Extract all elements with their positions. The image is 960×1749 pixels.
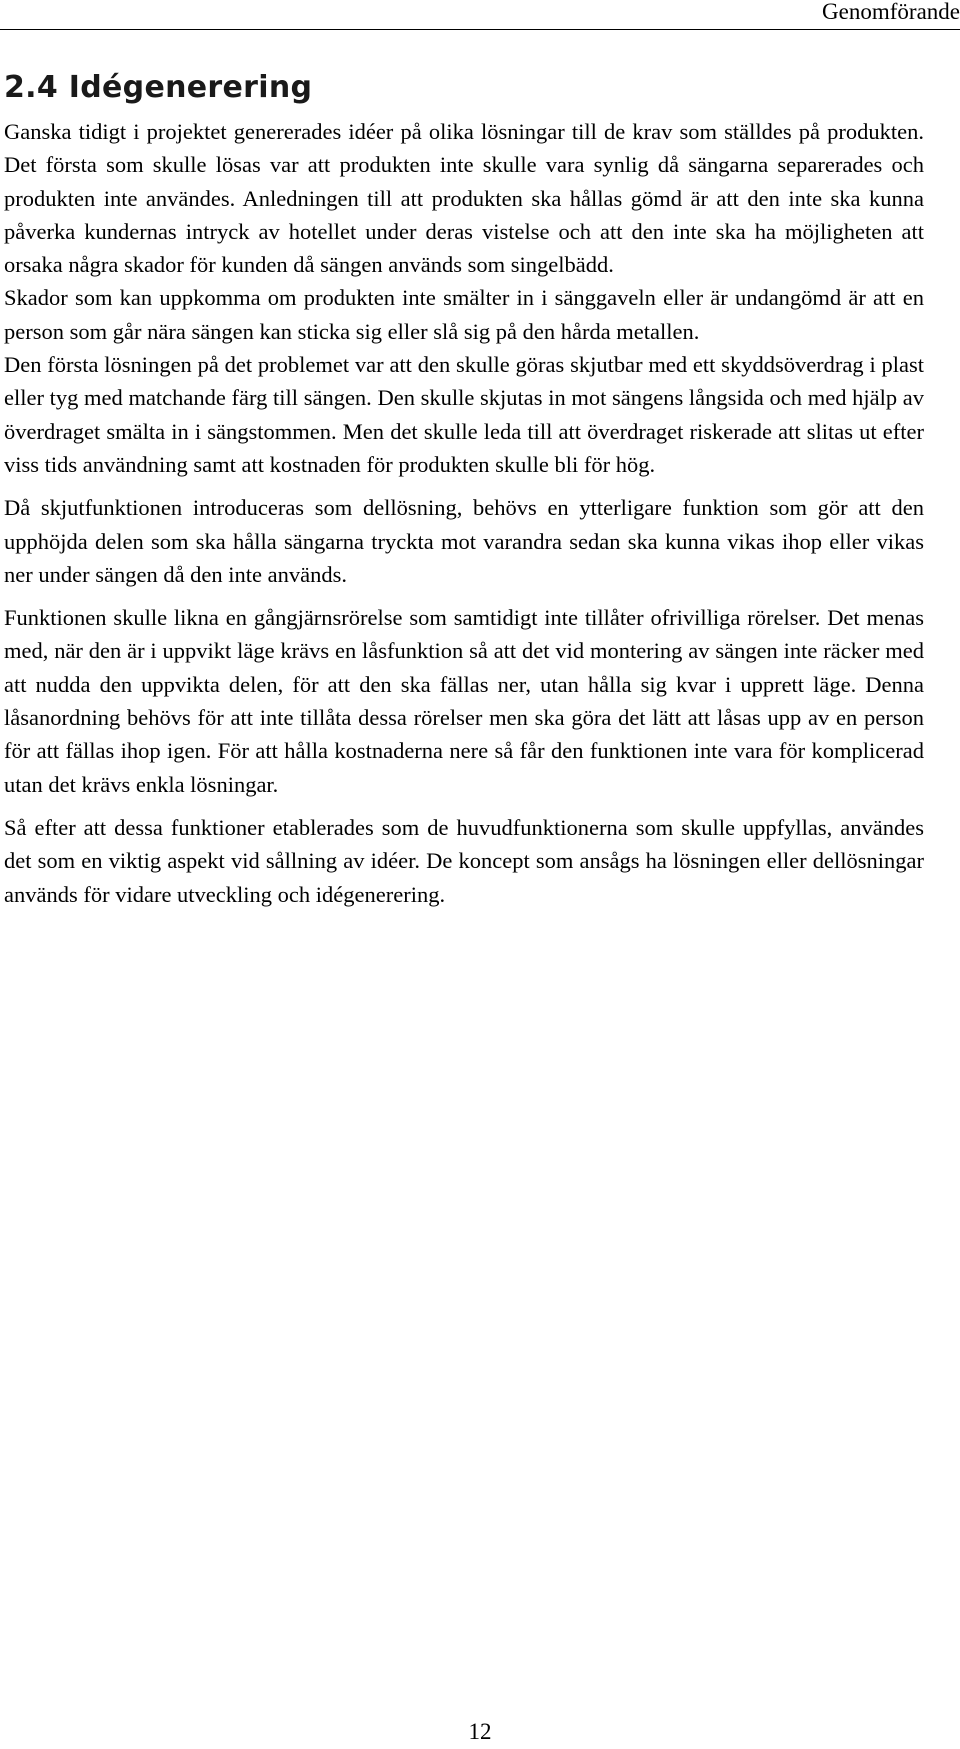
running-header [0, 0, 960, 24]
paragraph-3: Den första lösningen på det problemet var att den skulle göras skjutbar med ett skyddsöverdrag i plast eller tyg med matchande färg till sängen. Den skulle skjutas in mot sängens långsida och med hjälp av överdraget smälta in i sängstommen. Men det skulle leda till att överdraget riskerade att slitas ut efter viss tids användning samt att kostnaden för produkten skulle bli för hög. [4, 352, 924, 477]
paragraph-1: Ganska tidigt i projektet genererades idéer på olika lösningar till de krav som ställdes på produkten. Det första som skulle lösas var att produkten inte skulle vara synlig då sängarna separerades och produkten inte användes. Anledningen till att produkten ska hållas gömd är att den inte ska kunna påverka kundernas intryck av hotellet under deras vistelse och att den inte ska ha möjligheten att orsaka några skador för kunden då sängen används som singelbädd. [4, 119, 924, 278]
paragraph-6: Så efter att dessa funktioner etablerades som de huvudfunktionerna som skulle uppfyllas, användes det som en viktig aspekt vid sållning av idéer. De koncept som ansågs ha lösningen eller dellösningar används för vidare utveckling och idégenerering. [4, 814, 924, 907]
paragraph-4: Då skjutfunktionen introduceras som dellösning, behövs en ytterligare funktion som gör att den upphöjda delen som ska hålla sängarna tryckta mot varandra sedan ska kunna vikas ihop eller vikas ner under sängen då den inte används. [4, 495, 924, 587]
body-text [4, 115, 924, 911]
header-rule [0, 29, 960, 30]
running-header-title: Genomförande [822, 0, 960, 24]
section-heading: 2.4 Idégenerering [4, 70, 313, 105]
paragraph-5: Funktionen skulle likna en gångjärnsrörelse som samtidigt inte tillåter ofrivilliga rörelser. Det menas med, när den är i uppvikt läge krävs en låsfunktion så att det vid montering av sängen inte räcker med att nudda den uppvikta delen, för att den ska fällas ner, utan hålla sig kvar i upprett läge. Denna låsanordning behövs för att inte tillåta dessa rörelser men ska göra det lätt att låsas upp av en person för att fällas ihop igen. För att hålla kostnaderna nere så får den funktionen inte vara för komplicerad utan det krävs enkla lösningar. [4, 605, 924, 797]
page-number: 12 [468, 1719, 492, 1744]
paragraph-2: Skador som kan uppkomma om produkten inte smälter in i sänggaveln eller är undangömd är att en person som går nära sängen kan sticka sig eller slå sig på den hårda metallen. [4, 285, 924, 344]
